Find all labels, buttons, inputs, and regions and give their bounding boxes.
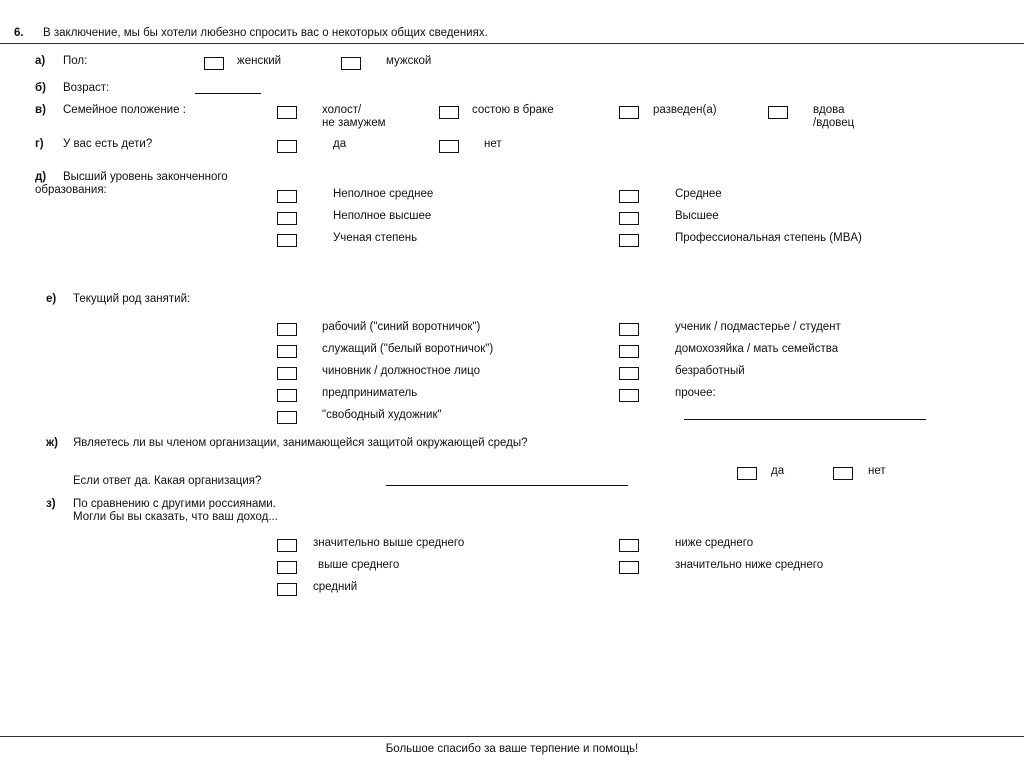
checkbox-occ-unemployed[interactable] [619,367,639,380]
option-divorced: разведен(а) [653,104,717,116]
checkbox-occ-student[interactable] [619,323,639,336]
q-a-letter: а) [35,55,46,67]
checkbox-edu-incomplete-higher[interactable] [277,212,297,225]
checkbox-married[interactable] [439,106,459,119]
q-e-letter: е) [46,293,57,305]
q-d-label-line2: образования: [35,184,107,196]
option-single-line1: холост/ [322,104,362,116]
option-income-average: средний [313,581,358,593]
checkbox-occ-housewife[interactable] [619,345,639,358]
option-occ-housewife: домохозяйка / мать семейства [675,343,839,355]
q-a-label: Пол: [63,55,88,67]
q-zh-followup: Если ответ да. Какая организация? [73,475,262,487]
q-v-letter: в) [35,104,46,116]
option-children-no: нет [484,138,502,150]
option-occ-student: ученик / подмастерье / студент [675,321,841,333]
option-occ-unemployed: безработный [675,365,745,377]
checkbox-children-no[interactable] [439,140,459,153]
age-input-line[interactable] [195,93,261,94]
q-zh-letter: ж) [46,437,58,449]
checkbox-edu-secondary[interactable] [619,190,639,203]
checkbox-occ-other[interactable] [619,389,639,402]
checkbox-org-no[interactable] [833,467,853,480]
option-org-yes: да [771,465,785,477]
option-income-below: ниже среднего [675,537,754,549]
checkbox-occ-official[interactable] [277,367,297,380]
checkbox-income-below[interactable] [619,539,639,552]
checkbox-edu-mba[interactable] [619,234,639,247]
option-income-much-below: значительно ниже среднего [675,559,824,571]
option-children-yes: да [333,138,347,150]
option-income-above: выше среднего [318,559,400,571]
option-occ-freelancer: "свободный художник" [322,409,442,421]
checkbox-org-yes[interactable] [737,467,757,480]
checkbox-edu-incomplete-secondary[interactable] [277,190,297,203]
checkbox-occ-employee[interactable] [277,345,297,358]
option-married: состою в браке [472,104,554,116]
option-widowed-line2: /вдовец [813,117,855,129]
q-d-letter: д) [35,171,47,183]
q-b-label: Возраст: [63,82,110,94]
checkbox-occ-entrepreneur[interactable] [277,389,297,402]
q-z-label-line1: По сравнению с другими россиянами. [73,498,276,510]
checkbox-occ-worker[interactable] [277,323,297,336]
checkbox-male[interactable] [341,57,361,70]
option-female: женский [237,55,282,67]
option-org-no: нет [868,465,886,477]
checkbox-edu-degree[interactable] [277,234,297,247]
option-edu-degree: Ученая степень [333,232,418,244]
checkbox-female[interactable] [204,57,224,70]
footer-divider [0,736,1024,737]
checkbox-income-average[interactable] [277,583,297,596]
footer-thanks: Большое спасибо за ваше терпение и помощь! [385,743,639,755]
q-v-label: Семейное положение : [63,104,186,116]
checkbox-occ-freelancer[interactable] [277,411,297,424]
q-z-letter: з) [46,498,56,510]
option-edu-incomplete-secondary: Неполное среднее [333,188,434,200]
checkbox-income-much-above[interactable] [277,539,297,552]
option-single-line2: не замужем [322,117,386,129]
q-e-label: Текущий род занятий: [73,293,191,305]
option-income-much-above: значительно выше среднего [313,537,465,549]
q-z-label-line2: Могли бы вы сказать, что ваш доход... [73,511,278,523]
q-zh-label: Являетесь ли вы членом организации, занимающейся защитой окружающей среды? [73,437,528,449]
section-number: 6. [14,27,24,39]
checkbox-divorced[interactable] [619,106,639,119]
option-edu-mba: Профессиональная степень (MBA) [675,232,862,244]
checkbox-edu-higher[interactable] [619,212,639,225]
option-occ-other: прочее: [675,387,716,399]
q-d-label-line1: Высший уровень законченного [63,171,228,183]
option-occ-employee: служащий ("белый воротничок") [322,343,494,355]
option-male: мужской [386,55,432,67]
option-occ-entrepreneur: предприниматель [322,387,418,399]
option-occ-worker: рабочий ("синий воротничок") [322,321,481,333]
checkbox-children-yes[interactable] [277,140,297,153]
organization-input-line[interactable] [386,485,628,486]
option-edu-secondary: Среднее [675,188,722,200]
option-occ-official: чиновник / должностное лицо [322,365,481,377]
header-divider [0,43,1024,44]
option-widowed-line1: вдова [813,104,845,116]
checkbox-income-above[interactable] [277,561,297,574]
occ-other-input-line[interactable] [684,419,926,420]
checkbox-widowed[interactable] [768,106,788,119]
q-g-label: У вас есть дети? [63,138,153,150]
section-intro: В заключение, мы бы хотели любезно спросить вас о некоторых общих сведениях. [43,27,488,39]
option-edu-incomplete-higher: Неполное высшее [333,210,432,222]
q-b-letter: б) [35,82,46,94]
checkbox-income-much-below[interactable] [619,561,639,574]
q-g-letter: г) [35,138,44,150]
option-edu-higher: Высшее [675,210,719,222]
checkbox-single[interactable] [277,106,297,119]
